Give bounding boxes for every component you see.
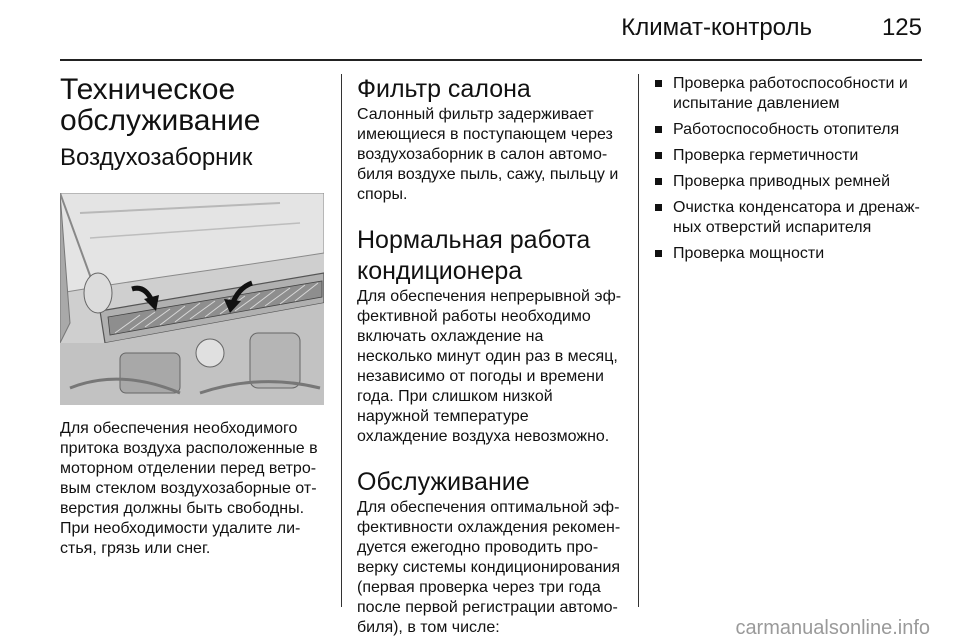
list-item: Проверка приводных ремней [653,172,923,192]
heading-cabin-filter: Фильтр салона [357,75,531,103]
heading-ac-operation: Нормальная работа кондиционера [357,226,591,285]
list-item: Очистка конденсатора и дренажных отверстий испарителя [653,198,923,238]
heading-service: Обслуживание [357,468,530,496]
cabin-filter-paragraph: Салонный фильтр задерживает имеющиеся в поступающем через воздухозаборник в салон автомобиля воздухе пыль, сажу, пыльцу и споры. [357,106,619,203]
list-item: Работоспособность отопителя [653,120,923,140]
service-checklist [653,74,923,264]
subsection-title: Воздухозаборник [60,144,253,171]
page-number: 125 [881,14,922,41]
column-middle [357,74,623,638]
chapter-title: Техническое обслуживание [60,73,261,137]
list-item: Проверка мощности [653,244,923,264]
list-item: Проверка работоспособности и испытание давлением [653,74,923,114]
square-bullet-icon [655,152,662,159]
column-divider-2 [638,74,639,607]
square-bullet-icon [655,178,662,185]
list-item: Проверка герметичности [653,146,923,166]
air-intake-illustration [60,193,324,405]
page-header [60,0,922,60]
square-bullet-icon [655,126,662,133]
header-rule [60,59,922,61]
column-divider-1 [341,74,342,607]
square-bullet-icon [655,80,662,87]
watermark-link[interactable]: carmanualsonline.info [735,617,930,639]
section-title: Климат-контроль [621,14,812,41]
ac-operation-paragraph: Для обеспечения непрерывной эффективной работы необходимо включать охлаждение на несколько минут один раз в месяц, независимо от погоды и времени года. При слишком низкой наружной температуре охлаждение воздуха невозможно. [357,288,622,445]
column-left [60,74,326,559]
column-right [653,74,923,270]
square-bullet-icon [655,250,662,257]
service-paragraph: Для обеспечения оптимальной эффективности охлаждения рекомендуется ежегодно проводить проверку системы кондиционирования (первая проверка через три года после первой регистрации автомобиля), в том числе: [357,499,621,636]
intake-paragraph: Для обеспечения необходимого притока воздуха расположенные в моторном отделении перед ветровым стеклом воздухозаборные отверстия должны быть свободны. При необходимости удалите листья, грязь или снег. [60,420,318,557]
square-bullet-icon [655,204,662,211]
